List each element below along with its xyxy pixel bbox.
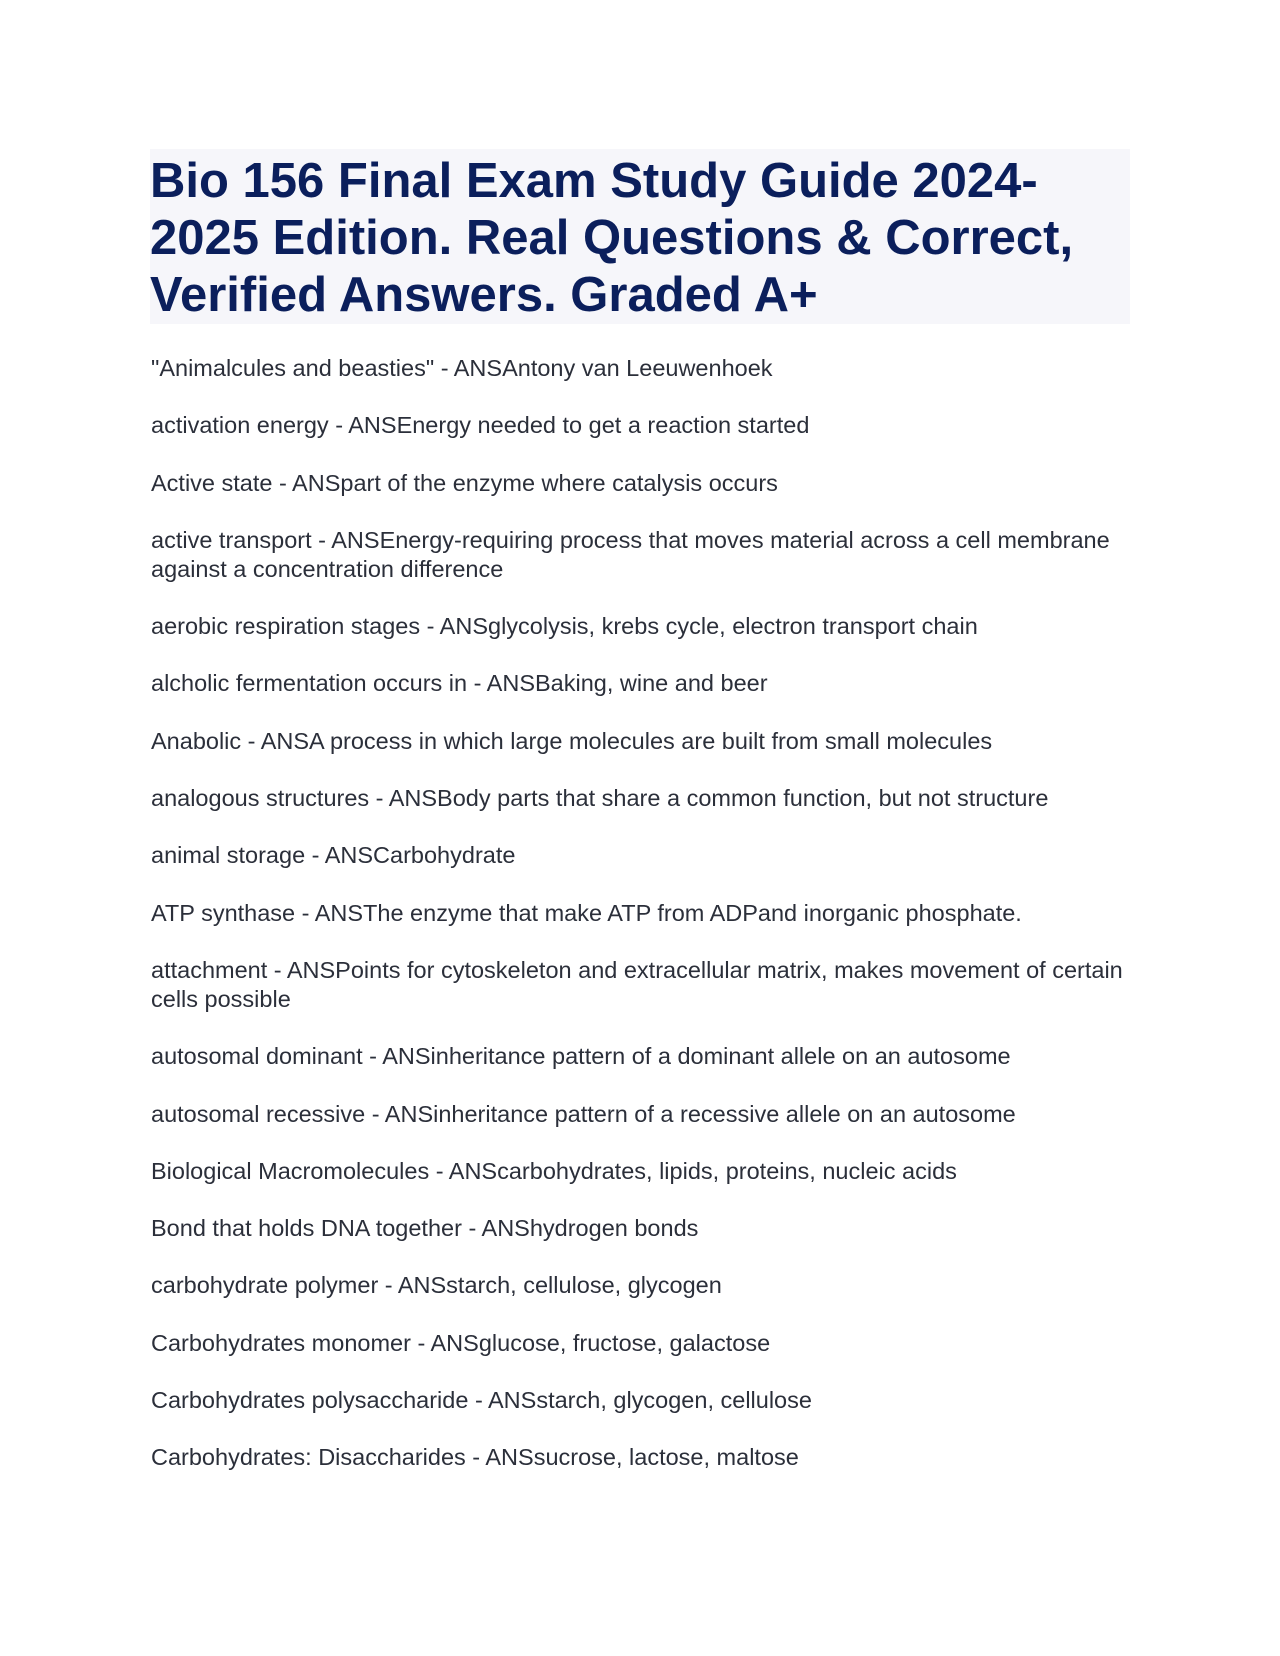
flashcard-entry: ATP synthase - ANSThe enzyme that make ATP from ADPand inorganic phosphate. — [151, 899, 1022, 926]
flashcard-entry: attachment - ANSPoints for cytoskeleton and extracellular matrix, makes movement of certain cells possible — [151, 956, 1123, 1012]
flashcard-entry: Biological Macromolecules - ANScarbohydrates, lipids, proteins, nucleic acids — [151, 1157, 957, 1184]
flashcard-entry: Anabolic - ANSA process in which large molecules are built from small molecules — [151, 727, 993, 754]
flashcard-list — [151, 354, 1131, 1501]
flashcard-entry: aerobic respiration stages - ANSglycolysis, krebs cycle, electron transport chain — [151, 613, 978, 640]
flashcard-entry: Carbohydrates polysaccharide - ANSstarch, glycogen, cellulose — [151, 1387, 812, 1414]
flashcard-entry: autosomal recessive - ANSinheritance pattern of a recessive allele on an autosome — [151, 1100, 1016, 1127]
flashcard-entry: Carbohydrates monomer - ANSglucose, fructose, galactose — [151, 1329, 771, 1356]
flashcard-entry: "Animalcules and beasties" - ANSAntony van Leeuwenhoek — [151, 355, 773, 381]
flashcard-entry: carbohydrate polymer - ANSstarch, cellulose, glycogen — [151, 1272, 722, 1299]
flashcard-entry: animal storage - ANSCarbohydrate — [151, 842, 516, 869]
title-block — [150, 149, 1130, 324]
flashcard-entry: alcholic fermentation occurs in - ANSBaking, wine and beer — [151, 670, 768, 697]
flashcard-entry: Bond that holds DNA together - ANShydrogen bonds — [151, 1215, 699, 1242]
flashcard-entry: Active state - ANSpart of the enzyme where catalysis occurs — [151, 469, 778, 496]
flashcard-entry: Carbohydrates: Disaccharides - ANSsucrose, lactose, maltose — [151, 1444, 799, 1471]
flashcard-entry: analogous structures - ANSBody parts that share a common function, but not structure — [151, 785, 1049, 812]
document-title: Bio 156 Final Exam Study Guide 2024-2025 Edition. Real Questions & Correct, Verified Answers. Graded A+ — [150, 154, 1074, 322]
flashcard-entry: activation energy - ANSEnergy needed to get a reaction started — [151, 412, 810, 439]
flashcard-entry: active transport - ANSEnergy-requiring process that moves material across a cell membrane against a concentration difference — [151, 526, 1110, 582]
flashcard-entry: autosomal dominant - ANSinheritance pattern of a dominant allele on an autosome — [151, 1043, 1011, 1070]
